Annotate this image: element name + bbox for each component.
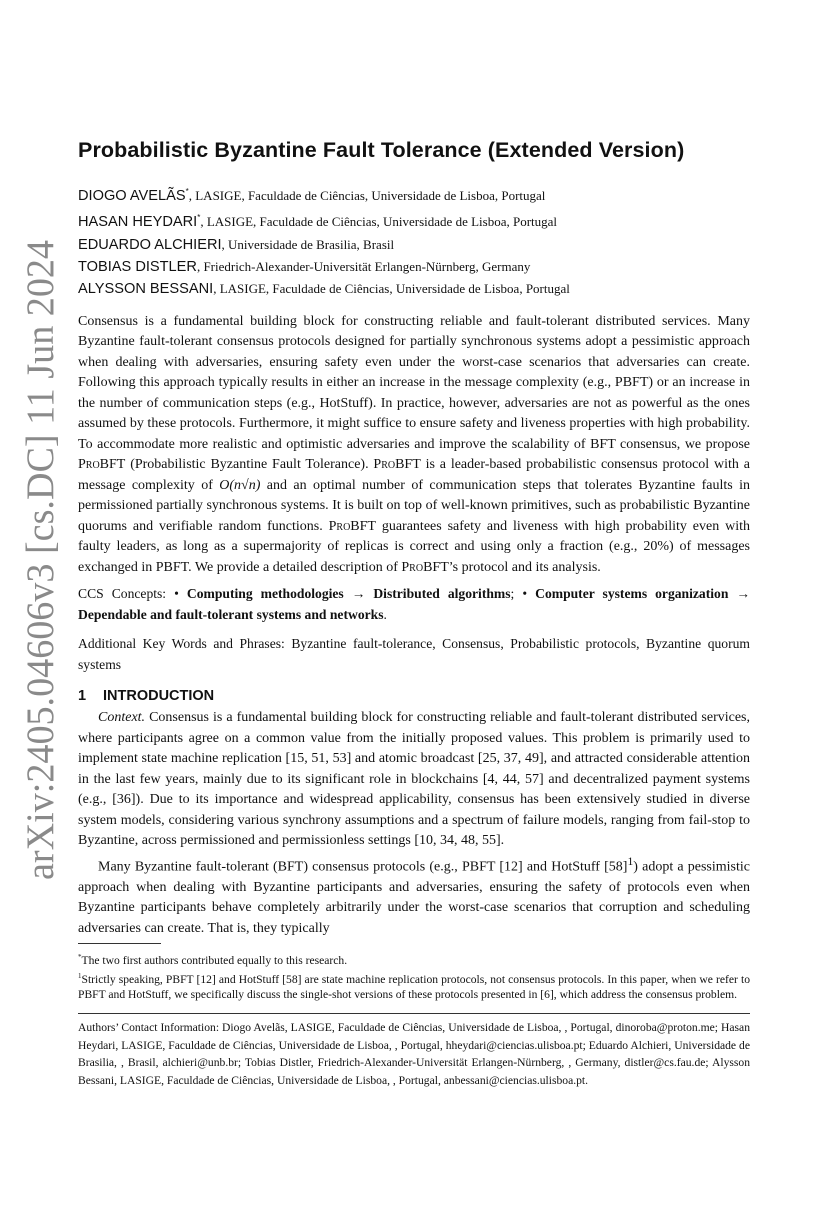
author-name: HASAN HEYDARI* [78,213,201,231]
footnote-rule [78,943,161,944]
ccs-concepts: CCS Concepts: • Computing methodologies → Distributed algorithms; • Computer systems organization → Dependable and fault-tolerant systems and networks. [78,586,750,622]
author-list [78,181,750,301]
author-name: TOBIAS DISTLER [78,258,197,275]
author-name: DIOGO AVELÃS* [78,187,189,204]
footnote: *The two first authors contributed equally to this research. [78,953,348,968]
author-entry [78,181,750,207]
ccs-concept: Computer systems organization → Dependable and fault-tolerant systems and networks [78,586,750,622]
equal-contribution-mark: * [185,187,189,196]
intro-paragraph: Context. Consensus is a fundamental building block for constructing reliable and fault-tolerant distributed services, where participants agree on a common value from the initially proposed values. This problem is primarily used to implement state machine replication [15, 51, 53] and atomic broadcast [25, 37, 49], and attracted considerable attention in the last few years, mainly due to its significant role in blockchains [4, 44, 57] and decentralized payment systems (e.g., [36]). Due to its importance and widespread applicability, consensus has been extensively studied in diverse system models, considering various synchrony assumptions and a spectrum of failure models, ranging from fail-stop to Byzantine, across permissioned and permissionless settings [10, 34, 48, 55]. [78,710,750,849]
section-heading [78,688,750,704]
arxiv-identifier-stamp [8,224,68,880]
author-entry [78,256,750,278]
author-affiliation: , Friedrich-Alexander-Universität Erlangen-Nürnberg, Germany [196,258,531,274]
abstract: Consensus is a fundamental building block for constructing reliable and fault-tolerant distributed services. Many Byzantine fault-tolerant consensus protocols designed for partially synchronous systems adopt a pessimistic approach when dealing with adversaries, ensuring safety even under the worst-case scenarios that adversaries can create. Following this approach typically results in either an increase in the message complexity (e.g., PBFT) or an increase in the number of communication steps (e.g., HotStuff). In practice, however, adversaries are not as powerful as the ones assumed by these protocols. Furthermore, it might suffice to ensure safety and liveness properties with high probability. To accommodate more realistic and optimistic adversaries and improve the scalability of BFT consensus, we propose ProBFT (Probabilistic Byzantine Fault Tolerance). ProBFT is a leader-based probabilistic consensus protocol with a message complexity of O(n√n) and an optimal number of communication steps that tolerates Byzantine faults in permissioned partially synchronous systems. It is built on top of well-known primitives, such as probabilistic Byzantine quorums and verifiable random functions. ProBFT guarantees safety and liveness with high probability even with faulty leaders, as long as a supermajority of replicas is correct and using only a fraction (e.g., 20%) of messages exchanged in PBFT. We provide a detailed description of ProBFT’s protocol and its analysis. [78,313,750,575]
author-name: EDUARDO ALCHIERI [78,236,222,253]
footnote-ref: 1 [627,854,634,868]
protocol-name: ProBFT [373,457,421,473]
author-entry [78,234,750,256]
author-affiliation: , LASIGE, Faculdade de Ciências, Universidade de Lisboa, Portugal [200,214,558,230]
footnote-list [78,950,750,1003]
author-entry [78,278,750,300]
section-number: 1 [78,688,87,705]
protocol-name: ProBFT [401,559,449,575]
intro-paragraph: Many Byzantine fault-tolerant (BFT) consensus protocols (e.g., PBFT [12] and HotStuff $[58]^1$) adopt a pessimistic approach when dealing with Byzantine participants and adversaries, ensuring the safety of protocols even when Byzantine participants behave completely arbitrarily under the worst-case scenarios that corruption and scheduling adversaries can create. That is, they typically [78,854,750,936]
protocol-name: ProBFT [78,457,126,473]
author-affiliation: , LASIGE, Faculdade de Ciências, Universidade de Lisboa, Portugal [213,281,570,297]
paragraph-label: Context. [98,710,146,726]
equal-contribution-mark: * [197,213,201,223]
protocol-name: ProBFT [328,518,376,534]
arxiv-stamp-svg [8,224,68,880]
section-title: INTRODUCTION [103,688,215,705]
footnote: $^1$Strictly speaking, PBFT [12] and HotStuff [58] are state machine replication protocols, not consensus protocols. In this paper, when we refer to PBFT and HotStuff, we specifically discuss the single-shot versions of these protocols presented in [6], which address the consensus problem. [78,971,750,1002]
author-name: ALYSSON BESSANI [78,281,214,298]
complexity-formula: O(n√n) [219,477,261,493]
author-entry [78,207,750,233]
paper-title: Probabilistic Byzantine Fault Tolerance (Extended Version) [78,138,685,162]
author-affiliation: , Universidade de Brasilia, Brasil [221,236,395,252]
paper-page [78,138,750,1089]
keywords: Additional Key Words and Phrases: Byzantine fault-tolerance, Consensus, Probabilistic protocols, Byzantine quorum systems [78,636,750,672]
ccs-concept: Computing methodologies → Distributed algorithms [186,586,511,602]
author-contact-info: Authors’ Contact Information: Diogo Avelãs, LASIGE, Faculdade de Ciências, Universidade de Lisboa, , Portugal, dinoroba@proton.me; Hasan Heydari, LASIGE, Faculdade de Ciências, Universidade de Lisboa, , Portugal, hheydari@ciencias.ulisboa.pt; Eduardo Alchieri, Universidade de Brasilia, , Brasil, alchieri@unb.br; Tobias Distler, Friedrich-Alexander-Universität Erlangen-Nürnberg, , Germany, distler@cs.fau.de; Alysson Bessani, LASIGE, Faculdade de Ciências, Universidade de Lisboa, , Portugal, anbessani@ciencias.ulisboa.pt. [78,1020,750,1087]
contact-divider [78,1013,750,1014]
arxiv-id-text: arXiv:2405.04606v3 [cs.DC] 11 Jun 2024 [19,224,62,880]
author-affiliation: , LASIGE, Faculdade de Ciências, Universidade de Lisboa, Portugal [188,187,546,203]
